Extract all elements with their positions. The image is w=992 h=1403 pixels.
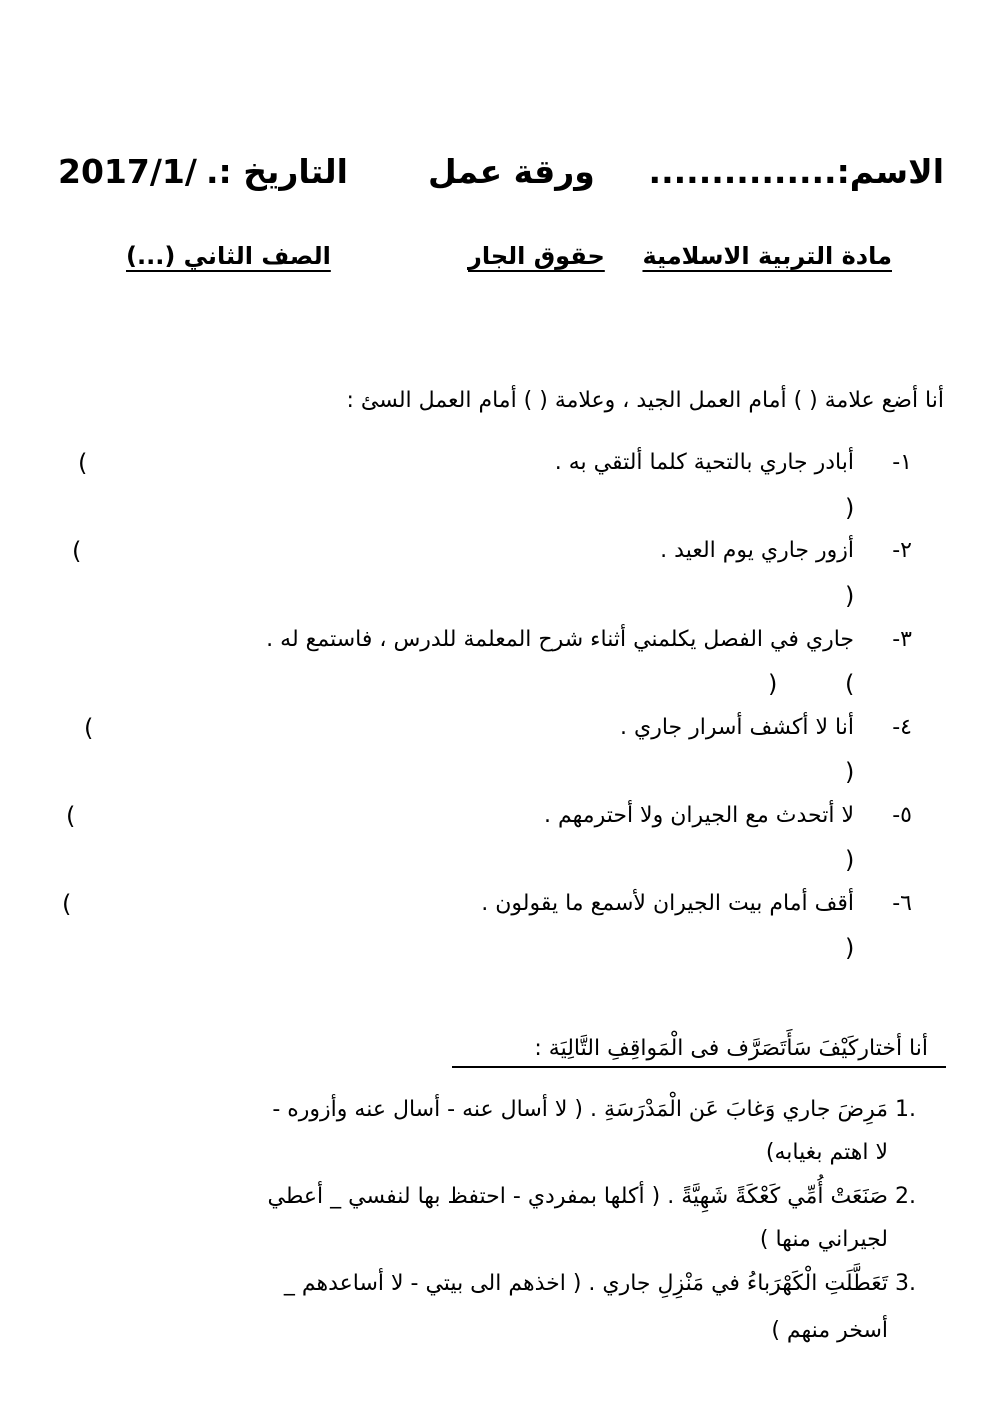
item-number: ٣-: [892, 627, 912, 652]
item-text: جاري في الفصل يكلمني أثناء شرح المعلمة للدرس ، فاستمع له .: [266, 627, 854, 652]
item-number: 1.: [895, 1097, 916, 1122]
answer-paren-close: ): [845, 758, 855, 786]
item-line2: لجيراني منها ): [759, 1227, 888, 1252]
item-line2: أسخر منهم ): [771, 1318, 888, 1343]
answer-paren-close: (: [845, 670, 855, 698]
answer-paren-open: (: [62, 890, 72, 918]
section2-title: أنا أختاركَيْفَ سَأَتَصَرَّف فى الْمَواقِفِ التَّالِيَة :: [534, 1036, 928, 1061]
answer-paren-open: (: [78, 449, 88, 477]
item-text: أقف أمام بيت الجيران لأسمع ما يقولون .: [481, 891, 854, 916]
grade-label: الصف الثاني (...): [126, 242, 331, 270]
answer-paren-open: ): [768, 670, 778, 698]
item-text: أبادر جاري بالتحية كلما ألتقي به .: [554, 450, 854, 475]
item-number: 3.: [895, 1271, 916, 1296]
item-line2: لا اهتم بغيابه): [765, 1140, 888, 1165]
name-label: الاسم:...............: [648, 152, 944, 191]
item-text: لا أتحدث مع الجيران ولا أحترمهم .: [544, 803, 854, 828]
item-number: 2.: [895, 1184, 916, 1209]
item-line1: تَعَطَّلَتِ الْكَهْرَباءُ في مَنْزِلِ جاري . ( اخذهم الى بيتي - لا أساعدهم _: [283, 1271, 888, 1296]
answer-paren-close: ): [845, 582, 855, 610]
answer-paren-open: (: [84, 714, 94, 742]
item-line1: مَرِضَ جاري وَغابَ عَن الْمَدْرَسَةِ . ( لا أسال عنه - أسال عنه وأزوره -: [272, 1097, 888, 1122]
section2-title-underline: [452, 1066, 946, 1068]
section1-instruction: أنا أضع علامة ( ) أمام العمل الجيد ، وعلامة ( ) أمام العمل السئ :: [346, 388, 944, 413]
date-value: 2017/1/: [58, 152, 197, 191]
answer-paren-close: ): [845, 846, 855, 874]
item-text: أزور جاري يوم العيد .: [660, 538, 854, 563]
date-label: التاريخ :.: [206, 152, 348, 191]
item-number: ٦-: [892, 891, 912, 916]
item-line1: صَنَعَتْ أُمِّي كَعْكَةً شَهِيَّةً . ( أكلها بمفردي - احتفظ بها لنفسي _ أعطي: [267, 1184, 888, 1209]
item-text: أنا لا أكشف أسرار جاري .: [620, 715, 854, 740]
worksheet-title: ورقة عمل: [428, 152, 595, 191]
answer-paren-close: ): [845, 494, 855, 522]
item-number: ٤-: [892, 715, 912, 740]
subject-label: مادة التربية الاسلامية: [642, 242, 892, 270]
item-number: ٥-: [892, 803, 912, 828]
item-number: ٢-: [892, 538, 912, 563]
answer-paren-close: ): [845, 934, 855, 962]
answer-paren-open: (: [66, 802, 76, 830]
topic-label: حقوق الجار: [468, 242, 605, 270]
answer-paren-open: (: [72, 537, 82, 565]
item-number: ١-: [892, 450, 912, 475]
